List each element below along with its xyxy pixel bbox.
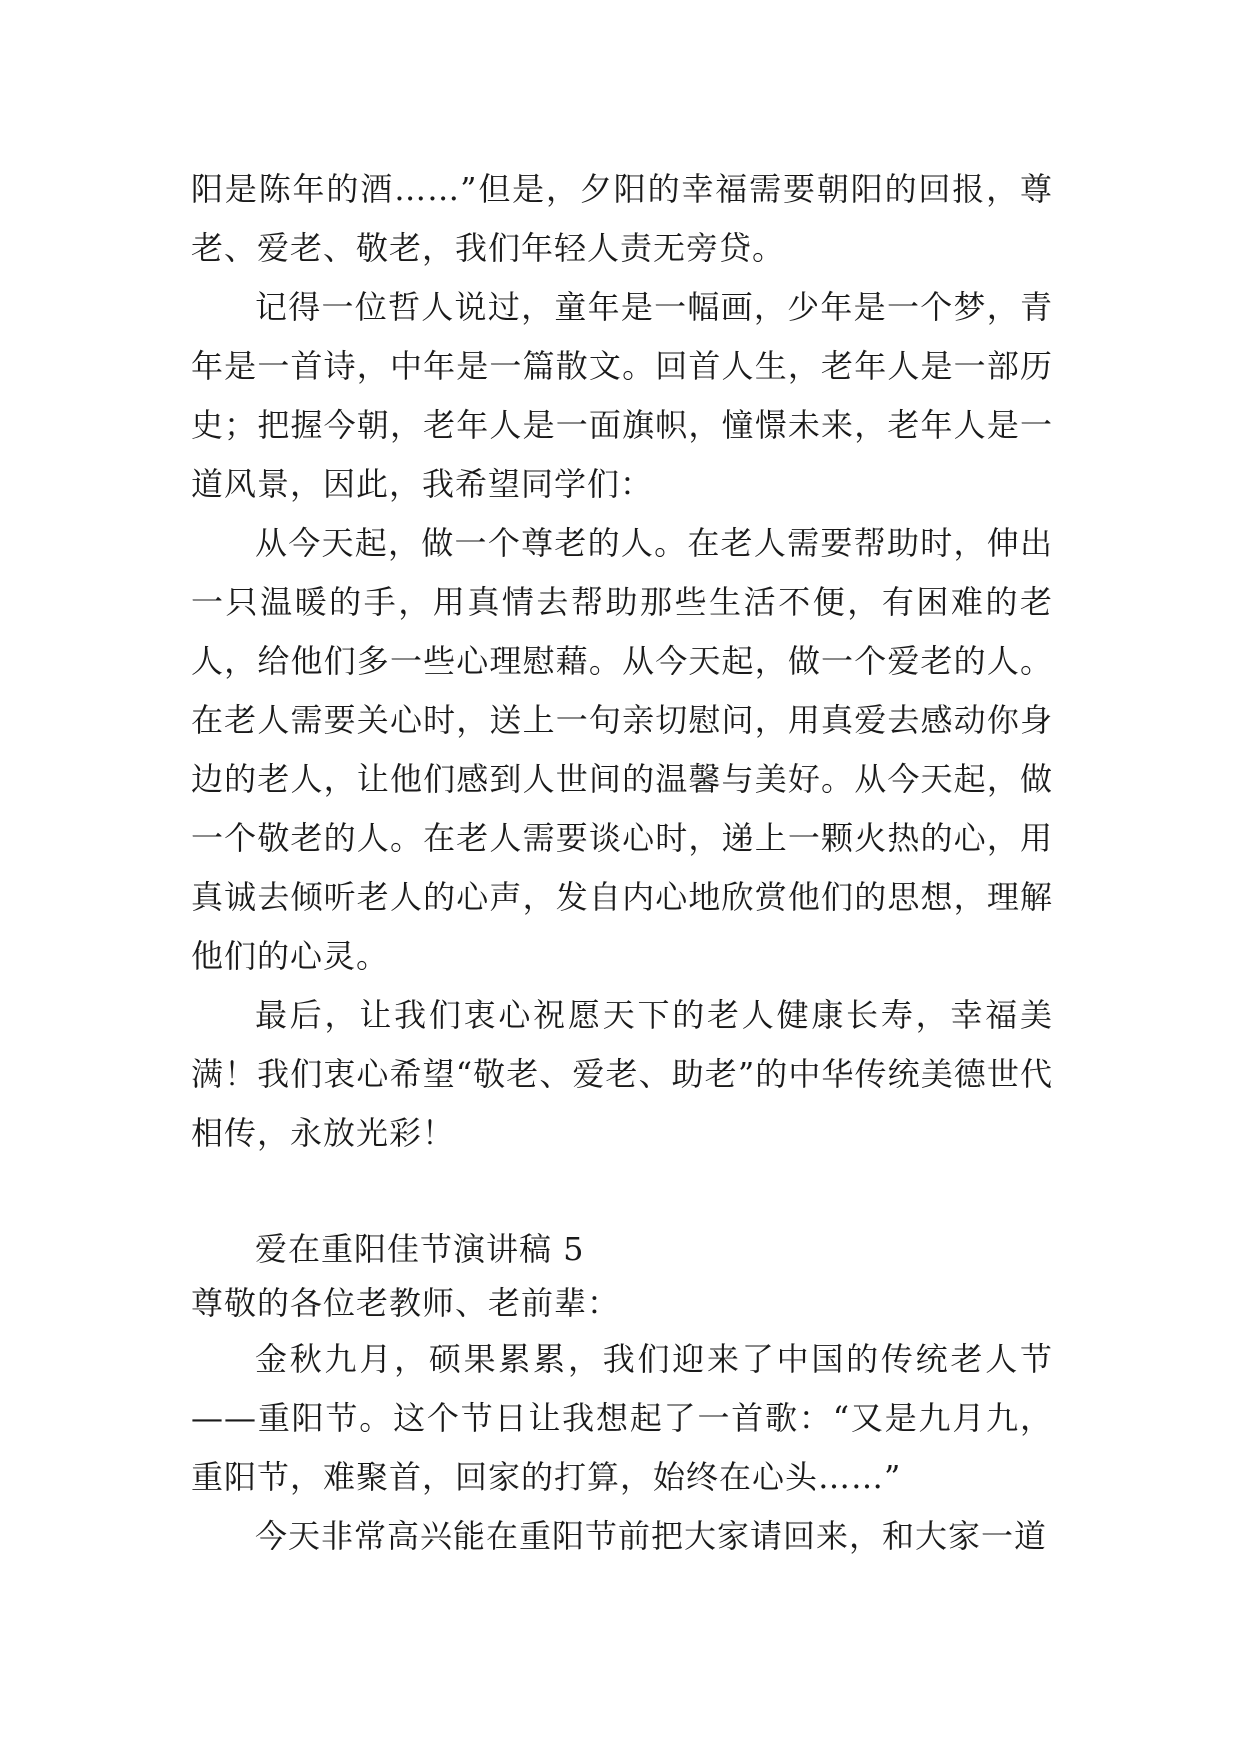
paragraph-2: 记得一位哲人说过，童年是一幅画，少年是一个梦，青年是一首诗，中年是一篇散文。回首人生，老年人是一部历史；把握今朝，老年人是一面旗帜，憧憬未来，老年人是一道风景，因此，我希望同学们： — [191, 288, 1053, 503]
paragraph-6: 今天非常高兴能在重阳节前把大家请回来，和大家一道 — [255, 1517, 1048, 1555]
paragraph-5: 金秋九月，硕果累累，我们迎来了中国的传统老人节——重阳节。这个节日让我想起了一首歌：“又是九月九，重阳节，难聚首，回家的打算，始终在心头……” — [191, 1340, 1053, 1496]
section-spacer — [191, 1163, 1053, 1222]
paragraph-3: 从今天起，做一个尊老的人。在老人需要帮助时，伸出一只温暖的手，用真情去帮助那些生活不便，有困难的老人，给他们多一些心理慰藉。从今天起，做一个爱老的人。在老人需要关心时，送上一句亲切慰问，用真爱去感动你身边的老人，让他们感到人世间的温馨与美好。从今天起，做一个敬老的人。在老人需要谈心时，递上一颗火热的心，用真诚去倾听老人的心声，发自内心地欣赏他们的思想，理解他们的心灵。 — [191, 524, 1053, 975]
document-body — [191, 160, 1053, 1566]
salutation: 尊敬的各位老教师、老前辈： — [191, 1284, 621, 1322]
paragraph-1: 阳是陈年的酒……”但是，夕阳的幸福需要朝阳的回报，尊老、爱老、敬老，我们年轻人责无旁贷。 — [191, 170, 1053, 267]
section-title: 爱在重阳佳节演讲稿 5 — [255, 1230, 585, 1268]
paragraph-4: 最后，让我们衷心祝愿天下的老人健康长寿，幸福美满！我们衷心希望“敬老、爱老、助老”的中华传统美德世代相传，永放光彩！ — [191, 996, 1053, 1152]
